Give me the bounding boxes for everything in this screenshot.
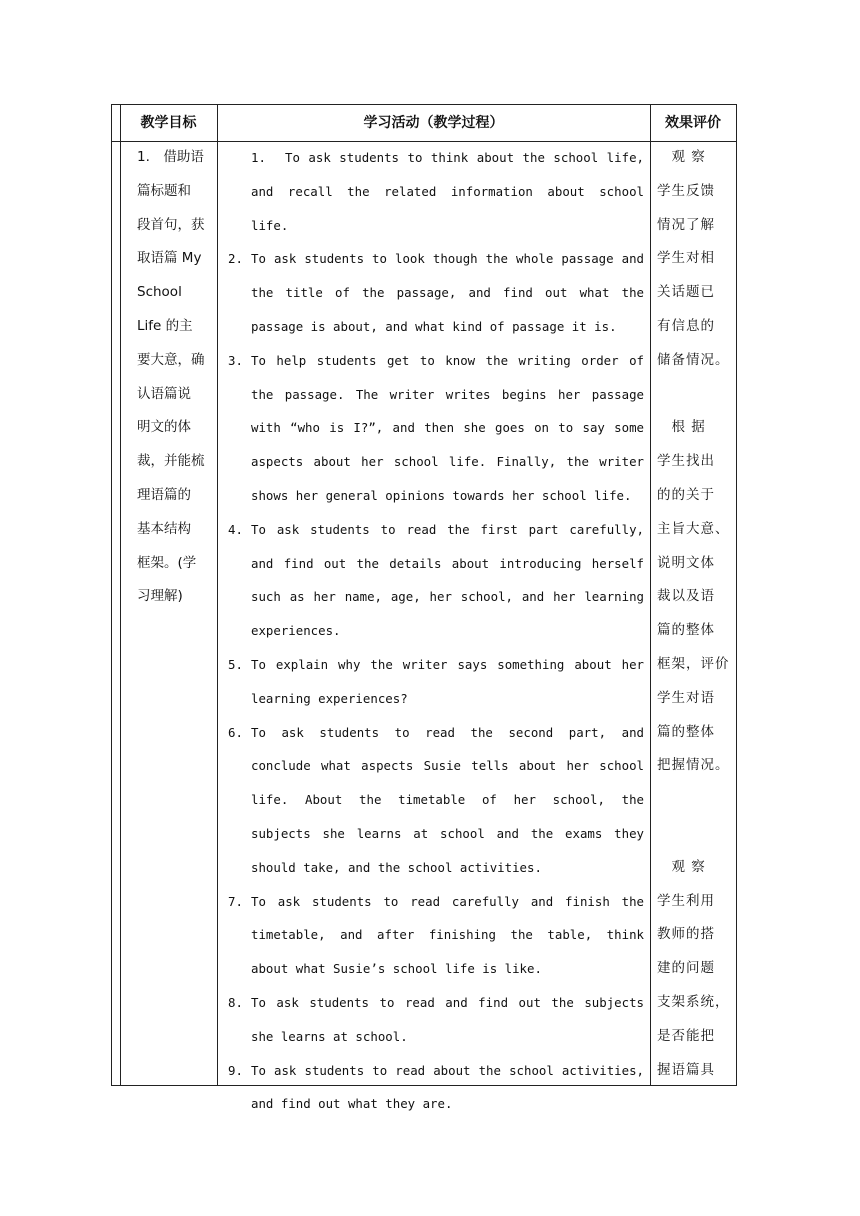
objective-line: Life 的主 (137, 317, 193, 334)
objective-line: 段首句，获 (137, 216, 205, 233)
objective-line: 明文的体 (137, 419, 191, 436)
activity-item (222, 986, 644, 1054)
evaluation-line: 篇的整体 (657, 622, 715, 639)
evaluation-line: 主旨大意、 (657, 520, 730, 537)
activity-text: To ask students to read about the school activities, and find out what they are. (251, 1062, 644, 1112)
objective-line: 框架。(学 (137, 554, 197, 571)
activity-number: 6. (228, 724, 243, 740)
activity-number: 2. (228, 251, 243, 267)
evaluation-line: 的的关于 (657, 486, 715, 503)
activity-text: To ask students to read and find out the subjects she learns at school. (251, 994, 644, 1044)
evaluation-line: 教师的搭 (657, 926, 715, 943)
activity-item (222, 513, 644, 648)
evaluation-line: 学生反馈 (657, 182, 715, 199)
activity-item (222, 242, 644, 343)
evaluation-line: 框架，评价 (657, 655, 730, 672)
activity-text: To ask students to read the first part carefully, and find out the details about introducing herself such as her name, age, her school, and her learning experiences. (251, 521, 644, 639)
activity-number: 3. (228, 352, 243, 368)
evaluation-line: 观 察 (657, 858, 706, 875)
evaluation-line: 裁以及语 (657, 588, 715, 605)
evaluation-line: 学生利用 (657, 892, 715, 909)
objective-line: School (137, 284, 182, 301)
evaluation-line: 观 察 (657, 149, 706, 165)
objective-line: 取语篇 My (137, 250, 202, 267)
activity-item (222, 1054, 644, 1122)
evaluation-line: 是否能把 (657, 1027, 715, 1044)
objective-line: 要大意，确 (137, 351, 205, 368)
activity-text: To ask students to think about the school life, and recall the related information about school life. (251, 150, 644, 233)
column-divider-1 (217, 105, 218, 1085)
activity-text: To help students get to know the writing order of the passage. The writer writes begins her passage with “who is I?”, and then she goes on to say some aspects about her school life. Finally, the writer shows her general opinions towards her school life. (251, 352, 644, 503)
evaluation-line: 学生对语 (657, 689, 715, 706)
evaluation-line: 支架系统， (657, 993, 730, 1010)
evaluation-line: 情况了解 (657, 216, 715, 233)
activity-text: To ask students to read carefully and finish the timetable, and after finishing the table, think about what Susie’s school life is like. (251, 893, 644, 977)
evaluation-line (657, 378, 729, 412)
activity-number: 9. (228, 1062, 243, 1078)
header-evaluation: 效果评价 (665, 115, 721, 131)
evaluation-line: 建的问题 (657, 960, 715, 977)
activity-text: To ask students to read the second part, and conclude what aspects Susie tells about her school life. About the timetable of her school, the subjects she learns at school and the exams they should take, and the school activities. (251, 724, 644, 875)
activity-number: 5. (228, 656, 243, 672)
activity-item (222, 885, 644, 986)
evaluation-line (657, 783, 729, 817)
evaluation-line: 握语篇具 (657, 1061, 715, 1078)
activity-item (222, 716, 644, 885)
evaluation-line: 学生找出 (657, 453, 715, 470)
objective-line: 习理解) (137, 588, 183, 605)
activity-item (222, 141, 644, 242)
objective-line: 裁，并能梳 (137, 453, 205, 470)
objectives-cell (137, 141, 211, 614)
activity-item (222, 648, 644, 716)
activities-cell (222, 141, 644, 1121)
header-objectives: 教学目标 (140, 115, 197, 131)
objective-line: 认语篇说 (137, 385, 191, 402)
activity-text: To explain why the writer says something about her learning experiences? (251, 656, 644, 706)
column-divider-2 (650, 105, 651, 1085)
activity-number: 1. (251, 150, 266, 165)
evaluation-line: 有信息的 (657, 317, 715, 334)
evaluation-line: 把握情况。 (657, 757, 730, 774)
evaluation-line: 关话题已 (657, 284, 715, 301)
evaluation-line: 储备情况。 (657, 351, 730, 368)
objective-line: 基本结构 (137, 520, 191, 537)
evaluation-cell (657, 141, 729, 1087)
evaluation-line: 说明文体 (657, 554, 715, 571)
activity-number: 8. (228, 994, 243, 1010)
evaluation-line (657, 817, 729, 851)
objective-line: 篇标题和 (137, 182, 191, 199)
header-activities: 学习活动（教学过程） (363, 115, 504, 131)
activity-text: To ask students to look though the whole passage and the title of the passage, and find out what the passage is about, and what kind of passage it is. (251, 251, 644, 334)
evaluation-line: 学生对相 (657, 250, 715, 267)
evaluation-line: 篇的整体 (657, 723, 715, 740)
table-inner-left-border (120, 105, 121, 1085)
evaluation-line: 根 据 (657, 419, 706, 436)
activity-item (222, 344, 644, 513)
activity-number: 4. (228, 521, 243, 537)
objective-line: 理语篇的 (137, 486, 191, 503)
objective-line: 1. 借助语 (137, 149, 204, 165)
activity-number: 7. (228, 893, 243, 909)
